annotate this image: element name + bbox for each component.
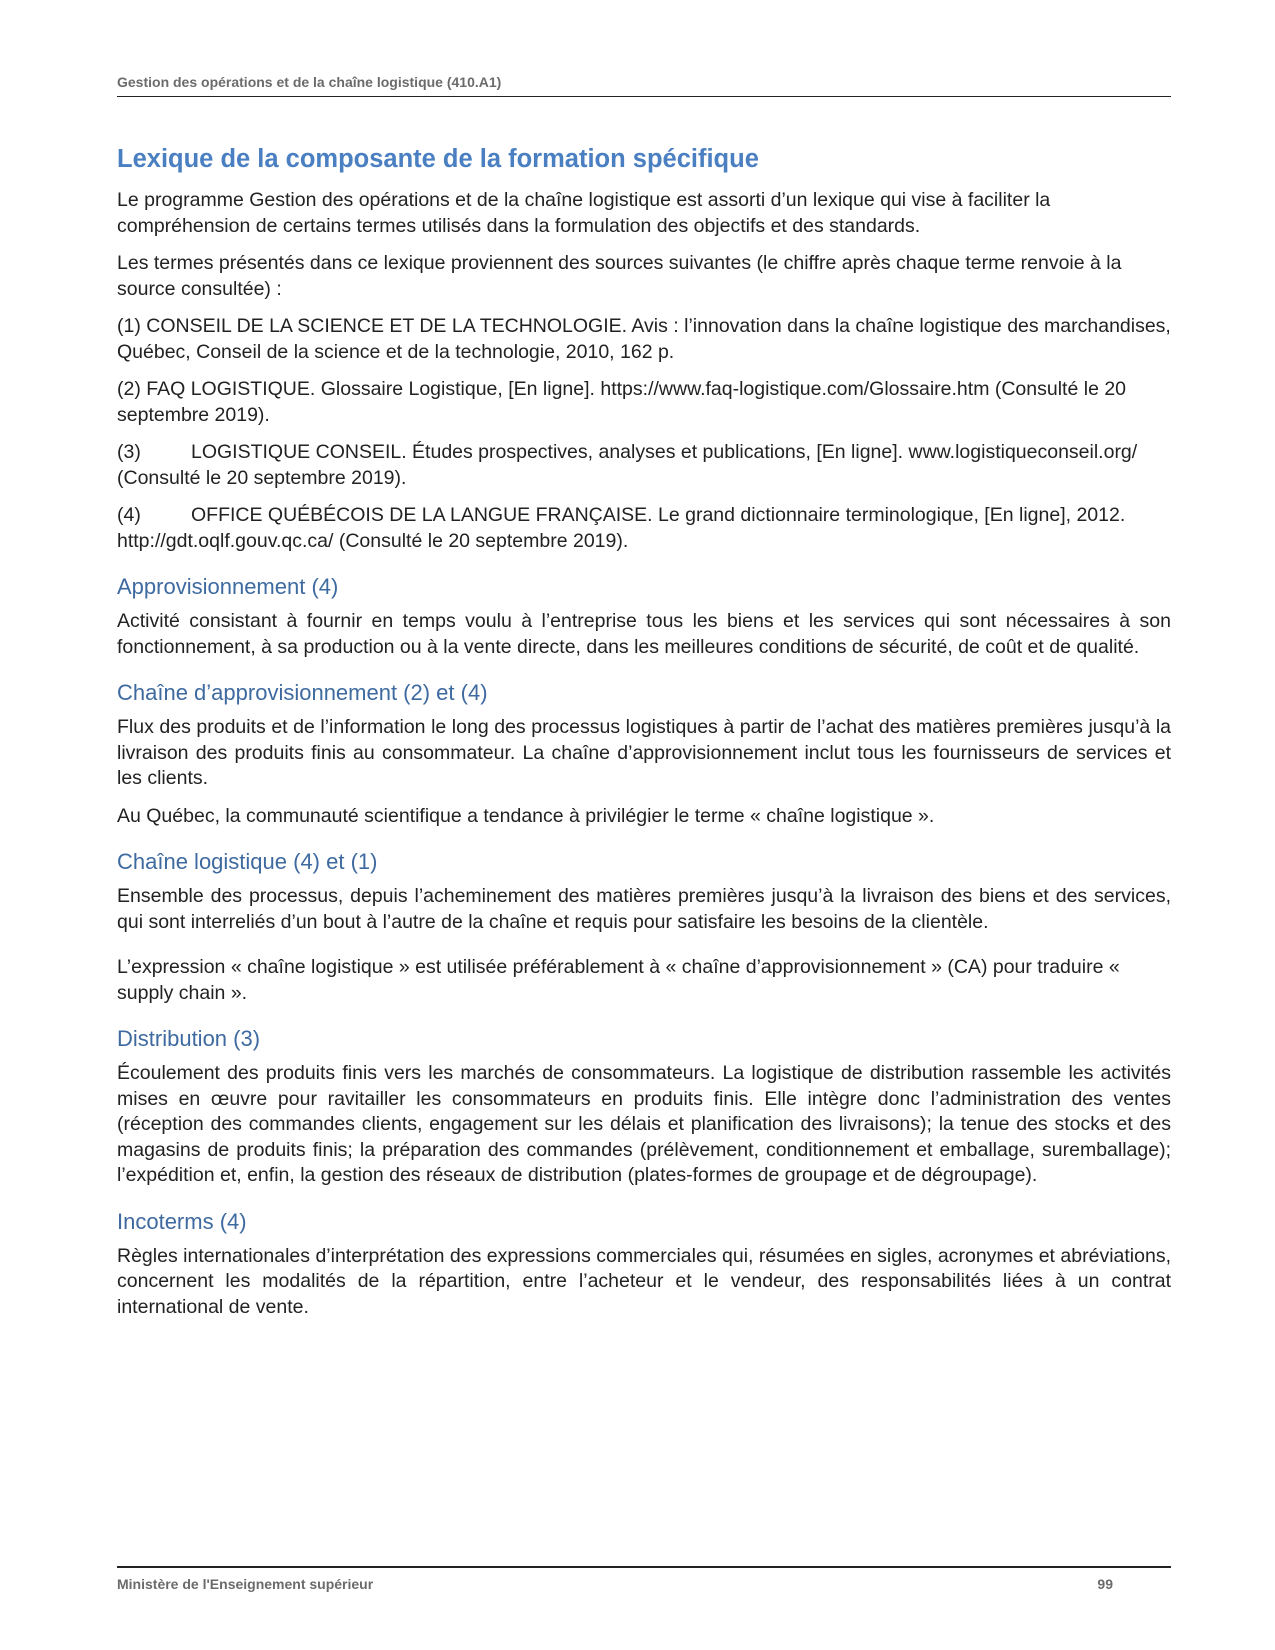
term-heading: Incoterms (4) [117,1208,247,1234]
term-heading: Distribution (3) [117,1026,261,1051]
source-number: (1) [117,315,141,337]
page-title: Lexique de la composante de la formation spécifique [117,145,759,173]
term-definition: L’expression « chaîne logistique » est utilisée préférablement à « chaîne d’approvisionnement » (CA) pour traduire « supply chain ». [117,956,1120,1004]
page-number: 99 [1097,1576,1113,1592]
source-text: OFFICE QUÉBÉCOIS DE LA LANGUE FRANÇAISE. Le grand dictionnaire terminologique, [En ligne], 2012. http://gdt.oqlf.gouv.qc.ca/ (Consulté le 20 septembre 2019). [117,504,1126,552]
term-heading: Chaîne logistique (4) et (1) [117,849,378,874]
source-item [117,440,1171,491]
term-heading: Approvisionnement (4) [117,574,339,599]
page-content [117,145,1171,1332]
source-number: (4) [117,504,141,526]
term-definition: Règles internationales d’interprétation des expressions commerciales qui, résumées en sigles, acronymes et abréviations, concernent les modalités de la répartition, entre l’acheteur et le vendeur, des responsabilités liées à un contrat international de vente. [117,1244,1171,1318]
term-definition: Écoulement des produits finis vers les marchés de consommateurs. La logistique de distribution rassemble les activités mises en œuvre pour ravitailler les consommateurs en produits finis. Elle intègre donc l’administration des ventes (réception des commandes clients, engagement sur les délais et planification des livraisons); la tenue des stocks et des magasins de produits finis; la préparation des commandes (prélèvement, conditionnement et emballage, suremballage); l’expédition et, enfin, la gestion des réseaux de distribution (plates-formes de groupage et de dégroupage). [117,1062,1171,1186]
source-text: FAQ LOGISTIQUE. Glossaire Logistique, [En ligne]. https://www.faq-logistique.com/Glossaire.htm (Consulté le 20 septembre 2019). [117,378,1127,426]
footer-ministry: Ministère de l'Enseignement supérieur [117,1576,374,1592]
source-text: CONSEIL DE LA SCIENCE ET DE LA TECHNOLOGIE. Avis : l’innovation dans la chaîne logistique des marchandises, Québec, Conseil de la science et de la technologie, 2010, 162 p. [117,315,1171,363]
intro-paragraph: Les termes présentés dans ce lexique proviennent des sources suivantes (le chiffre après chaque terme renvoie à la source consultée) : [117,252,1122,300]
intro-paragraph: Le programme Gestion des opérations et de la chaîne logistique est assorti d’un lexique qui vise à faciliter la compréhension de certains termes utilisés dans la formulation des objectifs et des standards. [117,189,1051,237]
source-item [117,314,1171,365]
source-item [117,503,1171,554]
source-text: LOGISTIQUE CONSEIL. Études prospectives, analyses et publications, [En ligne]. www.logistiqueconseil.org/ (Consulté le 20 septembre 2019). [117,441,1138,489]
running-header-title: Gestion des opérations et de la chaîne logistique (410.A1) [117,74,502,90]
source-number: (3) [117,441,141,463]
term-definition: Au Québec, la communauté scientifique a tendance à privilégier le terme « chaîne logistique ». [117,804,935,827]
term-definition: Activité consistant à fournir en temps voulu à l’entreprise tous les biens et les services qui sont nécessaires à son fonctionnement, à sa production ou à la vente directe, dans les meilleures conditions de sécurité, de coût et de qualité. [117,610,1171,658]
term-definition: Ensemble des processus, depuis l’acheminement des matières premières jusqu’à la livraison des biens et des services, qui sont interreliés d’un bout à l’autre de la chaîne et requis pour satisfaire les besoins de la clientèle. [117,885,1171,933]
source-item [117,377,1171,428]
source-number: (2) [117,378,141,400]
term-heading: Chaîne d’approvisionnement (2) et (4) [117,680,488,705]
running-header [117,74,1171,97]
page-footer [117,1566,1171,1592]
term-definition: Flux des produits et de l’information le long des processus logistiques à partir de l’achat des matières premières jusqu’à la livraison des produits finis au consommateur. La chaîne d’approvisionnement inclut tous les fournisseurs de services et les clients. [117,716,1171,789]
